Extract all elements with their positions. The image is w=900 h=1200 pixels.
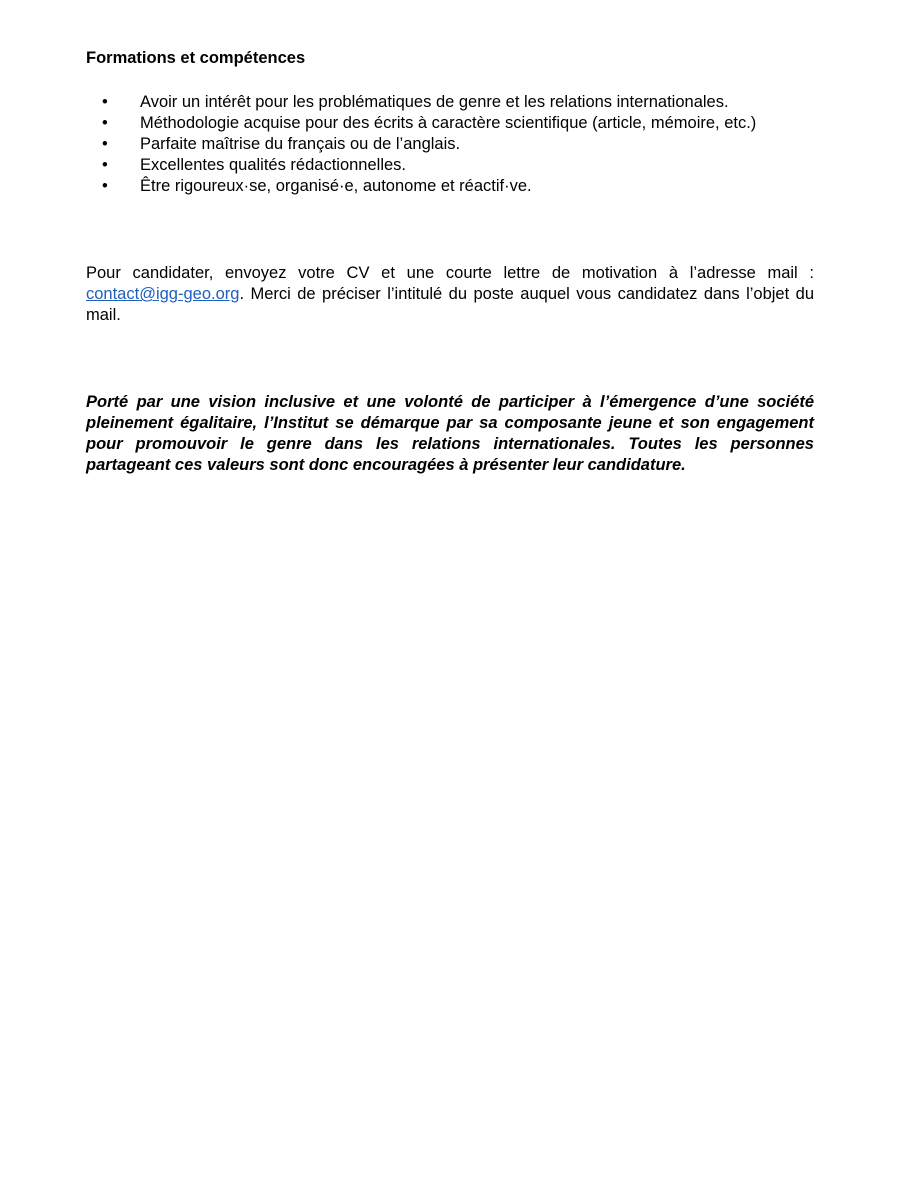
document-page [86, 48, 814, 493]
bullet-icon: • [102, 156, 108, 174]
application-outro: . Merci de préciser l’intitulé du poste auquel vous candidatez dans l’objet du mail. [86, 285, 814, 324]
bullet-icon: • [102, 135, 108, 153]
list-item-text: Être rigoureux·se, organisé·e, autonome et réactif·ve. [140, 177, 532, 195]
list-item-text: Parfaite maîtrise du français ou de l’anglais. [140, 135, 461, 153]
list-item [86, 155, 814, 176]
list-item [86, 92, 814, 113]
email-link[interactable]: contact@igg-geo.org [86, 285, 240, 303]
application-paragraph [86, 263, 814, 326]
inclusion-statement: Porté par une vision inclusive et une volonté de participer à l’émergence d’une société pleinement égalitaire, l’Institut se démarque par sa composante jeune et son engagement pour promouvoir le genre dans les relations internationales. Toutes les personnes partageant ces valeurs sont donc encouragées à présenter leur candidature. [86, 393, 814, 474]
list-item [86, 176, 814, 197]
bullet-icon: • [102, 177, 108, 195]
section-title: Formations et compétences [86, 49, 306, 67]
list-item [86, 134, 814, 155]
list-item-text: Méthodologie acquise pour des écrits à caractère scientifique (article, mémoire, etc.) [140, 114, 757, 132]
bullet-icon: • [102, 114, 108, 132]
skills-list [86, 92, 814, 197]
bullet-icon: • [102, 93, 108, 111]
list-item-text: Avoir un intérêt pour les problématiques de genre et les relations internationales. [140, 93, 729, 111]
list-item-text: Excellentes qualités rédactionnelles. [140, 156, 406, 174]
list-item [86, 113, 814, 134]
application-intro: Pour candidater, envoyez votre CV et une courte lettre de motivation à l’adresse mail : [86, 264, 814, 282]
